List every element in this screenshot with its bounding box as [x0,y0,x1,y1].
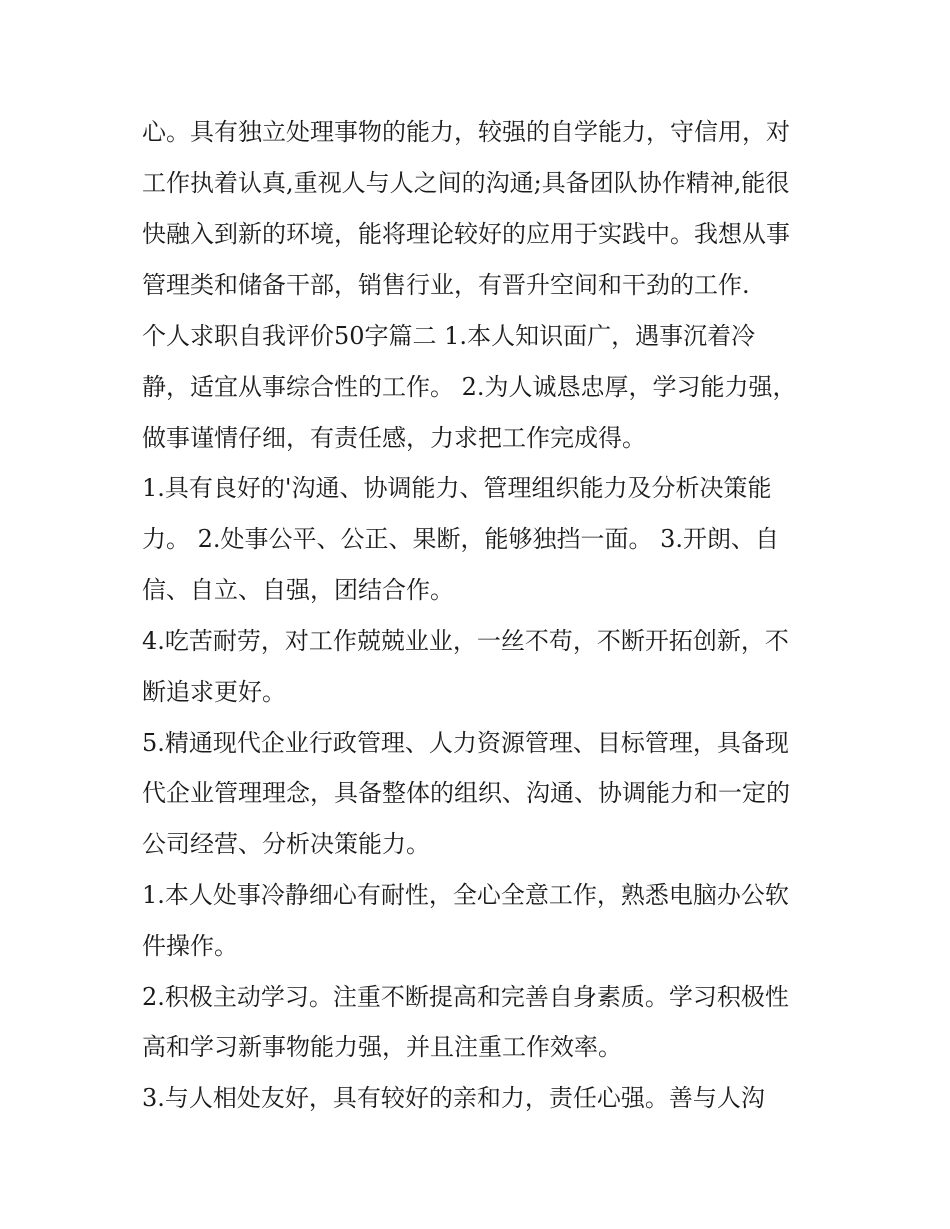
text-line: 工作执着认真,重视人与人之间的沟通;具备团队协作精神,能很 [142,169,790,197]
text-line: 信、自立、自强，团结合作。 [142,576,454,604]
text-line: 件操作。 [142,932,238,960]
text-line: 高和学习新事物能力强，并且注重工作效率。 [142,1033,622,1061]
text-line: 代企业管理理念，具备整体的组织、沟通、协调能力和一定的 [142,779,790,807]
text-line: 4.吃苦耐劳，对工作兢兢业业，一丝不苟，不断开拓创新，不 [142,627,789,655]
text-line: 力。 2.处事公平、公正、果断，能够独挡一面。 3.开朗、自 [142,525,780,553]
text-line: 3.与人相处友好，具有较好的亲和力，责任心强。善与人沟 [142,1084,765,1112]
text-line: 2.积极主动学习。注重不断提高和完善自身素质。学习积极性 [142,983,789,1011]
text-line: 公司经营、分析决策能力。 [142,830,430,858]
text-line: 做事谨情仔细，有责任感，力求把工作完成得。 [142,424,646,452]
text-line: 个人求职自我评价50字篇二 1.本人知识面广，遇事沉着冷 [142,322,756,350]
text-line: 1.本人处事冷静细心有耐性，全心全意工作，熟悉电脑办公软 [142,881,789,909]
text-line: 5.精通现代企业行政管理、人力资源管理、目标管理，具备现 [142,729,789,757]
text-line: 快融入到新的环境，能将理论较好的应用于实践中。我想从事 [142,220,790,248]
text-line: 1.具有良好的'沟通、协调能力、管理组织能力及分析决策能 [142,474,772,502]
text-line: 静，适宜从事综合性的工作。 2.为人诚恳忠厚，学习能力强， [142,373,797,401]
text-line: 断追求更好。 [142,678,286,706]
text-line: 管理类和储备干部，销售行业，有晋升空间和干劲的工作. [142,271,750,299]
text-line: 心。具有独立处理事物的能力，较强的自学能力，守信用，对 [142,118,790,146]
